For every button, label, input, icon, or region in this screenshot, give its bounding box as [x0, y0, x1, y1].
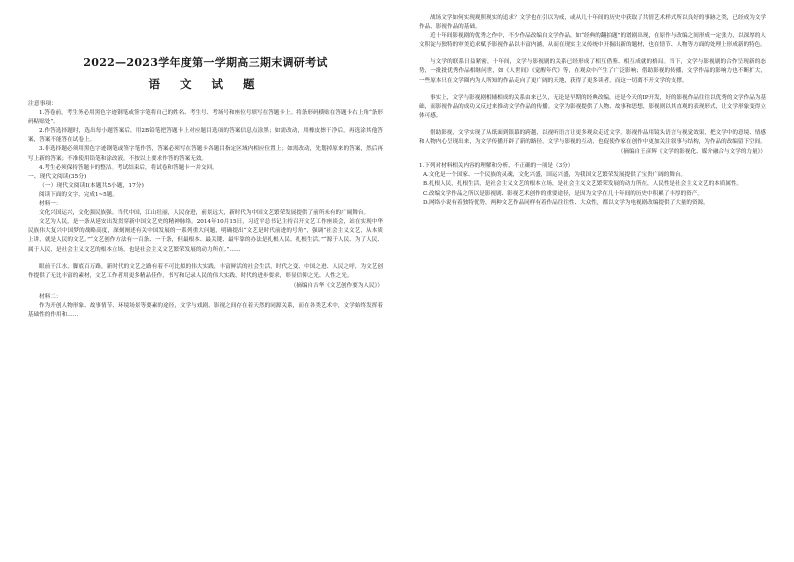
right-page — [397, 0, 794, 562]
material-paragraph: 作为开创人物形象、故事情节、环境场景等要素的途径，文学与戏剧、影视之间存在着天然的同源关系，而在各类艺术中，文学始终发挥着基础性的作用和…… — [28, 302, 383, 319]
notice-item: 2.作答选择题时，选出每小题答案后，用2B铅笔把答题卡上对应题目选项的答案信息点涂黑；如需改动，用橡皮擦干净后，再选涂其他答案，答案不能答在试卷上。 — [28, 128, 383, 144]
notice-heading: 注意事项： — [28, 101, 57, 107]
material-paragraph: 事实上，文学与影视剧相辅相成的关系由来已久，无论是早期的经典改编，还是今天的IP开发，好的影视作品往往以优秀的文学作品为基础，而影视作品的成功又反过来推动文学作品的传播。文学为影视提供了人物、故事和思想，影视则以其直观的表现形式，让文学形象变得立体可感。 — [419, 94, 767, 119]
material-paragraph: 战场文学如何实现观照现实的追求？文学也在引以为戒，或从几十年间的历史中获取了共情艺术样式所以良好的事跡之类，已经成为文学作品、影视作品的基础。 — [419, 15, 766, 31]
question-option: C.改编文学作品之所以是影视剧、影视艺术创作的重要途径，是因为文学在几十年间的历史中积累了丰厚的资产。 — [423, 190, 703, 197]
question-stem: 1.下列对材料相关内容的理解和分析，不正确的一项是（3分） — [419, 163, 574, 170]
exam-title: 2022—2023学年度第一学期高三期末调研考试 — [83, 56, 328, 69]
material-source: （摘编自吉华《文艺创作要为人民》） — [290, 282, 383, 289]
notice-item: 1.答卷前，考生务必用黑色字迹钢笔或签字笔将自己的姓名、考生号、考场号和座位号填写在答题卡上。将条形码横贴在答题卡右上角“条形码粘贴处”。 — [28, 110, 383, 126]
material-paragraph: 与文学的联系日益紧密，十年间，文学与影视剧的关系已经形成了相互借鉴、相互成就的格局。当下，文学与影视剧的合作呈现新的态势，一批批优秀作品相继问世，如《人世间》《觉醒年代》等，在观众中产生了广泛影响；借助影视的传播，文学作品的影响力也不断扩大，一些原本只在文学圈内为人所知的作品走向了更广阔的天地，获得了更多读者，而这一切离不开文学的支撑。 — [419, 59, 766, 84]
material-paragraph: 文化兴国运兴，文化强民族强。当代中国，江山壮丽，人民奋进，前景远大，新时代为中国文艺繁荣发展提供了前所未有的广阔舞台。 — [39, 210, 370, 217]
question-option: D.网络小说有着独特优势，两种文艺作品同样有着作品往往性、大众性，都以文学为电视剧改编提供了大量的资源。 — [423, 199, 709, 206]
notice-item: 4.考生必须保持答题卡的整洁。考试结束后，将试卷和答题卡一并交回。 — [39, 164, 218, 171]
section-heading: 一、现代文阅读(35分) — [28, 173, 87, 180]
reading-instruction: 阅读下面的文字，完成1~5题。 — [39, 191, 118, 198]
material-paragraph: 眼前千江水，脚底百万路，新时代的文艺之路有着不可比拟的伟大实践，丰富鲜活的社会生活，时代之变、中国之进、人民之呼，为文艺创作提供了无比丰富的素材，文艺工作者用更多精品佳作，书写和记录人民的伟大实践、时代的进步要求，彰显信仰之光、人性之光。 — [28, 263, 383, 279]
question-option: A.文化是一个国家、一个民族的灵魂，文化兴盛，国运兴盛，为我国文艺繁荣发展提供了宝贵广阔的舞台。 — [423, 172, 687, 179]
material-paragraph: 借助影视，文学实现了从纸面到银幕的跨越，以视听语言让更多观众走近文学。影视作品用镜头语言与视觉效果，把文学中的意境、情感和人物内心呈现出来，为文学传播开辟了新的路径。文学与影视的互动，也促使作家在创作中更加关注叙事与结构，为作品的改编留下空间。 — [419, 129, 766, 146]
question-option: B.扎根人民，扎根生活，是社会主义文艺的根本立场，是社会主义文艺繁荣发展的动力所在，人民性是社会主义文艺的本质属性。 — [423, 181, 743, 188]
exam-subject: 语 文 试 题 — [148, 77, 263, 91]
material-label: 材料二： — [39, 293, 62, 300]
material-paragraph: 文艺为人民，是一条从延安出发贯穿新中国文艺史的精神脉络。2014年10月15日，习近平总书记主持召开文艺工作座谈会，站在实现中华民族伟大复兴中国梦的战略高度，深刻阐述有关中国发展的一系列重大问题，明确提出“文艺是时代前进的号角”，强调“社会主义文艺，从本质上讲，就是人民的文艺。”“文艺创作方法有一百条、一千条，但最根本、最关键、最牢靠的办法是扎根人民、扎根生活。”“源于人民、为了人民、属于人民，是社会主义文艺的根本立场，也是社会主义文艺繁荣发展的动力所在。”…… — [28, 219, 383, 253]
material-label: 材料一： — [39, 201, 62, 208]
notice-item: 3.非选择题必须用黑色字迹钢笔或签字笔作答，答案必须写在答题卡各题目指定区域内相应位置上；如需改动，先划掉原来的答案，然后再写上新的答案；不准使用铅笔和涂改液。不按以上要求作答的答案无效。 — [28, 146, 383, 162]
material-paragraph: 近十年间影视剧的优秀之作中，不少作品改编自文学作品，如“经典的翻拍题”的谱剧出现，在原作与改编之间形成一定张力，以深厚的人文积淀与独特的审美追求赋予影视作品以丰富内涵，从而在现实主义传统中开掘出新的题材，也在情节、人物等方面的处理上形成新的特色。 — [419, 33, 766, 49]
material-source: （摘编自王彦辉《文学的影视化、媒介融合与文学的力量》） — [617, 149, 766, 156]
subsection-heading: （一）现代文阅读Ⅰ(本题共5小题，17分) — [39, 182, 144, 189]
